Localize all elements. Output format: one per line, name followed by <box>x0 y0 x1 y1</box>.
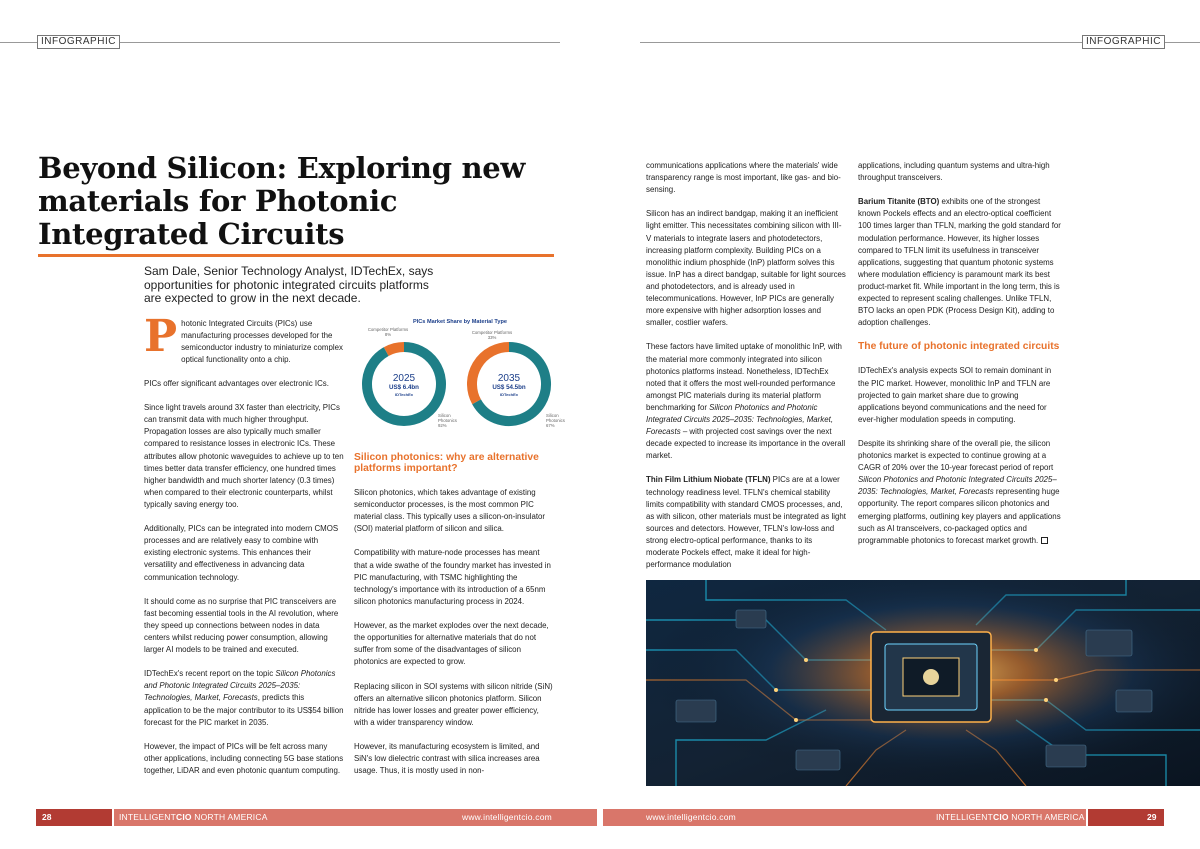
paragraph: PICs offer significant advantages over electronic ICs. <box>144 379 329 388</box>
section-tag-left: INFOGRAPHIC <box>37 35 120 49</box>
paragraph: Silicon has an indirect bandgap, making it an inefficient light emitter. This necessitates combining silicon with III-V materials to integrate lasers and photodetectors, increasing platform complexity. Building PICs on a monolithic indium phosphide (InP) platform solves this issue. InP has a direct bandgap, suitable for light sources and photodetectors, and is already used in telecommunications. However, InP PICs are generally more expensive with higher adsorption losses and smaller, costlier wafers. <box>646 209 846 328</box>
paragraph: It should come as no surprise that PIC transceivers are fast becoming essential tools in the AI revolution, where they speed up connections between nodes in data centers whilst reducing power consumption, allowing larger AI models to be trained and executed. <box>144 596 339 655</box>
footer-brand-right: INTELLIGENTCIO NORTH AMERICA <box>936 812 1085 822</box>
paragraph: Replacing silicon in SOI systems with silicon nitride (SiN) offers an alternative silicon photonics platform. Silicon nitride has lower losses and greater power efficiency, with a wider transparency window. <box>354 681 553 727</box>
footer-brand-left: INTELLIGENTCIO NORTH AMERICA <box>119 812 268 822</box>
paragraph: applications, including quantum systems and ultra-high throughput transceivers. <box>858 161 1050 183</box>
paragraph: However, its manufacturing ecosystem is limited, and SiN's low dielectric contrast with silica increases area usage. Thus, it is mostly used in non- <box>354 741 540 776</box>
silicon-slice-label: Silicon Photonics 92% <box>438 413 457 428</box>
chart-logo: IDTechEx <box>500 392 518 397</box>
paragraph: Additionally, PICs can be integrated into modern CMOS processes and are relatively easy to combine with existing electronic systems. This enhances their versatility and effectiveness in advancing data communication technology. <box>144 524 339 582</box>
column-4 <box>858 160 1061 547</box>
paragraph: However, as the market explodes over the next decade, the opportunities for alternative materials that do not suffer from some of the disadvantages of silicon photonics are expected to grow. <box>354 621 549 667</box>
column-3 <box>646 160 846 571</box>
paragraph: Barium Titanite (BTO) exhibits one of the strongest known Pockels effects and an electro-optical coefficient 100 times larger than TFLN, marking the gold standard for modulation performance. However, its higher losses compared to TFLN limit its usefulness in transceiver applications, suggesting that quantum photonic systems where modulation efficiency is paramount mark its best product-market fit. While important in the long term, this is expected to represent scaling challenges. Unlike TFLN, BTO lacks an open PDK (Process Design Kit), adding to adoption challenges. <box>858 197 1061 328</box>
section-heading: Silicon photonics: why are alternative platforms important? <box>354 452 539 474</box>
section-heading: The future of photonic integrated circuits <box>858 341 1060 353</box>
report-title: Silicon Photonics and Photonic Integrated Circuits 2025–2035: Technologies, Market, Forecasts <box>858 475 1057 497</box>
drop-cap: P <box>144 311 178 362</box>
title-rule <box>38 254 554 257</box>
silicon-slice-label: Silicon Photonics 67% <box>546 413 565 428</box>
section-tag-right: INFOGRAPHIC <box>1082 35 1165 49</box>
competitor-slice <box>386 347 404 352</box>
paragraph: IDTechEx's recent report on the topic Silicon Photonics and Photonic Integrated Circuits 2025–2035: Technologies, Market, Forecasts, predicts this application to be the major contributor to its US$54 billion forecast for the PIC market in 2035. <box>144 669 344 727</box>
article-title: Beyond Silicon: Exploring new materials for Photonic Integrated Circuits <box>38 151 526 251</box>
competitor-slice-label: Competitor Platforms 8% <box>367 327 409 337</box>
column-1-cont <box>144 378 344 777</box>
footer-url-left[interactable]: www.intelligentcio.com <box>462 812 552 822</box>
paragraph: These factors have limited uptake of monolithic InP, with the material more commonly integrated into silicon photonics platforms instead. Nonetheless, IDTechEx noted that it offers the most well-rounded performance amongst PIC materials during its material platform benchmarking for Silicon Photonics and Photonic Integrated Circuits 2025–2035: Technologies, Market, Forecasts – with projected cost savings over the next decade expected to increase its importance in the overall market. <box>646 342 846 461</box>
paragraph: Silicon photonics, which takes advantage of existing semiconductor processes, is the most common PIC material class. This typically uses a silicon-on-insulator (SOI) material platform of silicon and silica. <box>354 488 546 534</box>
column-1 <box>144 311 344 378</box>
cpu-chip <box>871 632 991 722</box>
tfln-label: Thin Film Lithium Niobate (TFLN) <box>646 475 771 485</box>
report-title: Silicon Photonics and Photonic Integrated Circuits 2025–2035: Technologies, Market, Forecasts <box>646 402 834 437</box>
paragraph: However, the impact of PICs will be felt across many other applications, including connecting 5G base stations together, LiDAR and even photonic quantum computing. <box>144 741 344 775</box>
chart-value-label: US$ 54.5bn <box>492 384 526 391</box>
competitor-slice-label: Competitor Platforms 33% <box>471 330 513 340</box>
chip-illustration <box>646 580 1200 786</box>
chart-title: PICs Market Share by Material Type <box>412 319 508 325</box>
chart-value-label: US$ 6.4bn <box>389 384 419 391</box>
chart-year-label: 2025 <box>392 373 416 384</box>
chart-logo: IDTechEx <box>395 392 413 397</box>
paragraph: communications applications where the materials' wide transparency range is most important, like gas- and bio-sensing. <box>646 161 841 195</box>
column-2 <box>354 452 554 777</box>
report-title: Silicon Photonics and Photonic Integrated Circuits 2025–2035: Technologies, Market, Forecasts <box>144 669 336 703</box>
standfirst: Sam Dale, Senior Technology Analyst, IDTechEx, says opportunities for photonic integrated circuits platforms are expected to grow in the next decade. <box>144 264 434 305</box>
footer-url-right[interactable]: www.intelligentcio.com <box>646 812 736 822</box>
market-share-chart <box>356 310 565 448</box>
circuit-board-photo <box>646 580 1200 786</box>
page-number-left: 28 <box>42 812 52 822</box>
page-number-right: 29 <box>1147 812 1157 822</box>
bto-label: Barium Titanite (BTO) <box>858 197 940 207</box>
end-mark-icon <box>1041 537 1048 544</box>
paragraph: Thin Film Lithium Niobate (TFLN) PICs are at a lower technology readiness level. TFLN's chemical stability limits compatibility with standard CMOS processes, and, as with silicon, other materials must be integrated as light sources and detectors. However, TFLN's low-loss and strong electro-optical performance, thanks to its moderate Pockels effect, make it ideal for high-performance modulation <box>646 475 846 570</box>
paragraph: Compatibility with mature-node processes has meant that a wide swathe of the foundry market has invested in PIC manufacturing, with TSMC highlighting the technology's importance with its introduction of a 65nm silicon photonics manufacturing process in 2024. <box>354 548 551 606</box>
paragraph: Since light travels around 3X faster than electricity, PICs can transmit data with much higher throughput. Propagation losses are also typically much smaller compared to resistance losses in electronic ICs. These attributes allow photonic waveguides to achieve up to ten times better data transfer efficiency, one hundred times higher bandwidth and much shorter latency (0.3 times) when compared to their electronic counterparts, whilst typically saving energy too. <box>144 403 344 509</box>
paragraph: Photonic Integrated Circuits (PICs) use manufacturing processes developed for the semiconductor industry to miniaturize complex optical functionality onto a chip. <box>144 311 343 365</box>
chart-year-label: 2035 <box>497 373 521 384</box>
paragraph: Despite its shrinking share of the overall pie, the silicon photonics market is expected to continue growing at a CAGR of 20% over the 10-year forecast period of report Silicon Photonics and Photonic Integrated Circuits 2025–2035: Technologies, Market, Forecasts representing huge opportunity. The report compares silicon photonics and emerging platforms, outlining key players and applications such as AI transceivers, co-packaged optics and programmable photonics to forecast market growth. <box>858 438 1061 545</box>
paragraph: IDTechEx's analysis expects SOI to remain dominant in the PIC market. However, monolithic InP and TFLN are projected to gain market share due to growing applications beyond communications and the need for ever-higher modulation speeds in computing. <box>858 366 1052 424</box>
